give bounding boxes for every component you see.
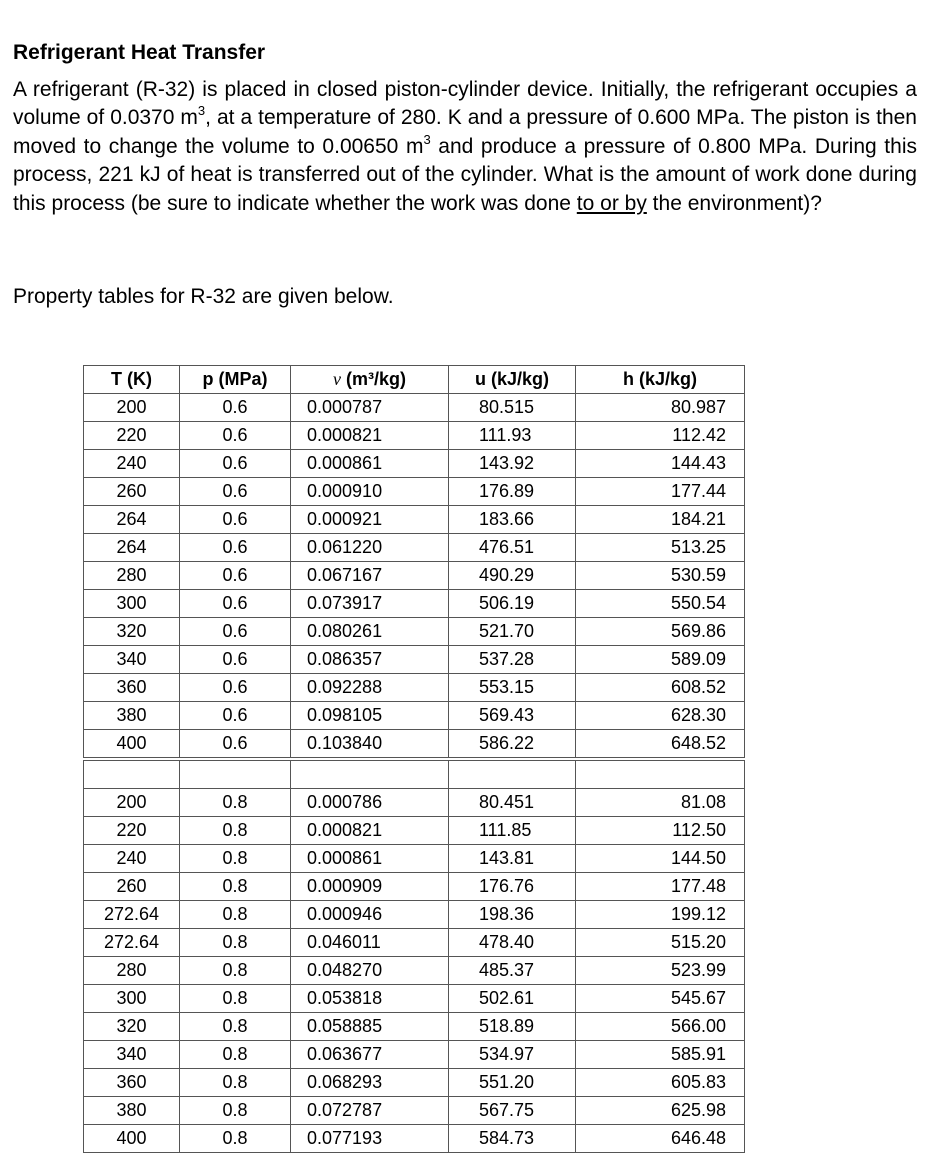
table-body-0.8	[84, 789, 745, 1153]
cell-temperature: 220	[84, 817, 180, 845]
cell-specific-volume: 0.053818	[291, 985, 449, 1013]
table-row	[84, 1125, 745, 1153]
cell-internal-energy: 490.29	[449, 562, 576, 590]
cell-specific-volume: 0.000786	[291, 789, 449, 817]
cell-pressure: 0.6	[180, 618, 291, 646]
table-row	[84, 506, 745, 534]
table-body-0.6	[84, 394, 745, 758]
cell-enthalpy: 144.43	[576, 450, 745, 478]
cell-enthalpy: 112.50	[576, 817, 745, 845]
table-row	[84, 590, 745, 618]
cell-specific-volume: 0.098105	[291, 702, 449, 730]
cell-temperature: 320	[84, 618, 180, 646]
cell-internal-energy: 143.81	[449, 845, 576, 873]
cell-pressure: 0.6	[180, 534, 291, 562]
cell-internal-energy: 176.89	[449, 478, 576, 506]
table-row	[84, 674, 745, 702]
cell-pressure: 0.8	[180, 817, 291, 845]
table-row	[84, 957, 745, 985]
cell-internal-energy: 111.85	[449, 817, 576, 845]
table-row	[84, 702, 745, 730]
table-row	[84, 901, 745, 929]
cell-enthalpy: 199.12	[576, 901, 745, 929]
table-row	[84, 618, 745, 646]
table-row	[84, 1013, 745, 1041]
cell-internal-energy: 176.76	[449, 873, 576, 901]
cell-enthalpy: 513.25	[576, 534, 745, 562]
cell-enthalpy: 545.67	[576, 985, 745, 1013]
table-row	[84, 478, 745, 506]
cell-pressure: 0.8	[180, 1041, 291, 1069]
cell-pressure: 0.8	[180, 1097, 291, 1125]
cell-temperature: 260	[84, 873, 180, 901]
table-row	[84, 1097, 745, 1125]
header-pressure: p (MPa)	[180, 366, 291, 394]
table-row	[84, 817, 745, 845]
spacer-cell	[84, 761, 180, 789]
cell-specific-volume: 0.000946	[291, 901, 449, 929]
table-row	[84, 929, 745, 957]
underlined-to-or-by: to or by	[576, 191, 647, 215]
cell-internal-energy: 111.93	[449, 422, 576, 450]
cell-pressure: 0.8	[180, 1013, 291, 1041]
cell-temperature: 264	[84, 534, 180, 562]
cell-enthalpy: 177.48	[576, 873, 745, 901]
cell-specific-volume: 0.092288	[291, 674, 449, 702]
cell-enthalpy: 608.52	[576, 674, 745, 702]
cell-temperature: 240	[84, 450, 180, 478]
superscript-3: 3	[423, 131, 431, 147]
table-row	[84, 450, 745, 478]
cell-temperature: 340	[84, 1041, 180, 1069]
cell-pressure: 0.6	[180, 646, 291, 674]
problem-text-1: A refrigerant (R-32) is placed in closed piston-cylinder device. Initially, the refrigerant occupies a volume of 0.0370 m	[13, 78, 917, 130]
cell-specific-volume: 0.068293	[291, 1069, 449, 1097]
cell-enthalpy: 648.52	[576, 730, 745, 758]
cell-enthalpy: 569.86	[576, 618, 745, 646]
tables-note: Property tables for R-32 are given below.	[13, 285, 394, 308]
cell-temperature: 320	[84, 1013, 180, 1041]
cell-internal-energy: 537.28	[449, 646, 576, 674]
cell-temperature: 400	[84, 1125, 180, 1153]
cell-enthalpy: 628.30	[576, 702, 745, 730]
spacer-cell	[291, 761, 449, 789]
problem-statement	[13, 76, 917, 218]
table-row	[84, 845, 745, 873]
problem-text-3: and produce a pressure of 0.800 MPa. During this process, 221 kJ of heat is transferred out of the cylinder. What is the amount of work done during this process (be sure to indicate whether the work was done	[13, 134, 917, 215]
cell-specific-volume: 0.000909	[291, 873, 449, 901]
cell-enthalpy: 566.00	[576, 1013, 745, 1041]
cell-enthalpy: 523.99	[576, 957, 745, 985]
cell-enthalpy: 177.44	[576, 478, 745, 506]
cell-enthalpy: 184.21	[576, 506, 745, 534]
property-table-0.8-mpa	[83, 760, 745, 1153]
table-header-row	[84, 366, 745, 394]
cell-pressure: 0.8	[180, 873, 291, 901]
cell-enthalpy: 589.09	[576, 646, 745, 674]
cell-enthalpy: 625.98	[576, 1097, 745, 1125]
cell-internal-energy: 584.73	[449, 1125, 576, 1153]
cell-temperature: 240	[84, 845, 180, 873]
cell-internal-energy: 80.515	[449, 394, 576, 422]
cell-enthalpy: 585.91	[576, 1041, 745, 1069]
document-title: Refrigerant Heat Transfer	[13, 41, 266, 64]
cell-internal-energy: 502.61	[449, 985, 576, 1013]
table-row	[84, 985, 745, 1013]
header-temperature: T (K)	[84, 366, 180, 394]
header-internal-energy: u (kJ/kg)	[449, 366, 576, 394]
cell-enthalpy: 144.50	[576, 845, 745, 873]
cell-temperature: 360	[84, 1069, 180, 1097]
cell-pressure: 0.8	[180, 1125, 291, 1153]
cell-temperature: 220	[84, 422, 180, 450]
table-spacer-row	[84, 761, 745, 789]
cell-enthalpy: 515.20	[576, 929, 745, 957]
problem-text-2: , at a temperature of 280. K and a pressure of 0.600 MPa. The piston is then moved to change the volume to 0.00650 m	[13, 106, 917, 158]
cell-temperature: 200	[84, 789, 180, 817]
cell-pressure: 0.8	[180, 929, 291, 957]
cell-specific-volume: 0.000821	[291, 422, 449, 450]
cell-specific-volume: 0.000921	[291, 506, 449, 534]
cell-pressure: 0.8	[180, 1069, 291, 1097]
cell-internal-energy: 534.97	[449, 1041, 576, 1069]
table-row	[84, 534, 745, 562]
cell-internal-energy: 183.66	[449, 506, 576, 534]
cell-specific-volume: 0.086357	[291, 646, 449, 674]
cell-temperature: 380	[84, 1097, 180, 1125]
cell-pressure: 0.8	[180, 957, 291, 985]
spacer-cell	[180, 761, 291, 789]
cell-specific-volume: 0.000821	[291, 817, 449, 845]
cell-internal-energy: 569.43	[449, 702, 576, 730]
cell-internal-energy: 521.70	[449, 618, 576, 646]
cell-temperature: 272.64	[84, 901, 180, 929]
cell-enthalpy: 550.54	[576, 590, 745, 618]
cell-enthalpy: 646.48	[576, 1125, 745, 1153]
cell-pressure: 0.6	[180, 478, 291, 506]
cell-pressure: 0.6	[180, 506, 291, 534]
cell-specific-volume: 0.063677	[291, 1041, 449, 1069]
cell-specific-volume: 0.073917	[291, 590, 449, 618]
cell-specific-volume: 0.080261	[291, 618, 449, 646]
header-specific-volume-unit: (m³/kg)	[341, 369, 406, 389]
cell-pressure: 0.8	[180, 789, 291, 817]
problem-text-4: the environment)?	[646, 191, 822, 215]
cell-internal-energy: 586.22	[449, 730, 576, 758]
cell-pressure: 0.6	[180, 702, 291, 730]
cell-internal-energy: 143.92	[449, 450, 576, 478]
cell-temperature: 300	[84, 590, 180, 618]
cell-specific-volume: 0.000787	[291, 394, 449, 422]
cell-enthalpy: 530.59	[576, 562, 745, 590]
table-row	[84, 1069, 745, 1097]
table-row	[84, 730, 745, 758]
cell-temperature: 272.64	[84, 929, 180, 957]
cell-specific-volume: 0.048270	[291, 957, 449, 985]
cell-internal-energy: 80.451	[449, 789, 576, 817]
property-table-0.6-mpa	[83, 365, 745, 758]
cell-temperature: 380	[84, 702, 180, 730]
table-row	[84, 646, 745, 674]
cell-temperature: 280	[84, 562, 180, 590]
table-row	[84, 873, 745, 901]
cell-temperature: 300	[84, 985, 180, 1013]
table-row	[84, 562, 745, 590]
table-row	[84, 1041, 745, 1069]
cell-pressure: 0.6	[180, 450, 291, 478]
cell-internal-energy: 551.20	[449, 1069, 576, 1097]
cell-specific-volume: 0.046011	[291, 929, 449, 957]
cell-temperature: 200	[84, 394, 180, 422]
cell-temperature: 340	[84, 646, 180, 674]
spacer-cell	[576, 761, 745, 789]
cell-internal-energy: 476.51	[449, 534, 576, 562]
cell-pressure: 0.6	[180, 562, 291, 590]
superscript-3: 3	[197, 103, 206, 119]
cell-specific-volume: 0.058885	[291, 1013, 449, 1041]
cell-internal-energy: 198.36	[449, 901, 576, 929]
cell-enthalpy: 81.08	[576, 789, 745, 817]
cell-specific-volume: 0.000861	[291, 450, 449, 478]
cell-internal-energy: 478.40	[449, 929, 576, 957]
table-row	[84, 422, 745, 450]
cell-pressure: 0.6	[180, 394, 291, 422]
cell-specific-volume: 0.061220	[291, 534, 449, 562]
header-specific-volume	[291, 366, 449, 394]
table-row	[84, 789, 745, 817]
cell-specific-volume: 0.000861	[291, 845, 449, 873]
cell-enthalpy: 80.987	[576, 394, 745, 422]
cell-pressure: 0.8	[180, 845, 291, 873]
cell-temperature: 280	[84, 957, 180, 985]
cell-specific-volume: 0.067167	[291, 562, 449, 590]
cell-pressure: 0.6	[180, 730, 291, 758]
table-row	[84, 394, 745, 422]
cell-specific-volume: 0.103840	[291, 730, 449, 758]
cell-temperature: 360	[84, 674, 180, 702]
cell-temperature: 264	[84, 506, 180, 534]
cell-internal-energy: 567.75	[449, 1097, 576, 1125]
cell-temperature: 260	[84, 478, 180, 506]
cell-pressure: 0.6	[180, 674, 291, 702]
cell-enthalpy: 605.83	[576, 1069, 745, 1097]
cell-internal-energy: 553.15	[449, 674, 576, 702]
cell-temperature: 400	[84, 730, 180, 758]
cell-specific-volume: 0.000910	[291, 478, 449, 506]
cell-pressure: 0.8	[180, 985, 291, 1013]
spacer-cell	[449, 761, 576, 789]
cell-internal-energy: 518.89	[449, 1013, 576, 1041]
cell-specific-volume: 0.072787	[291, 1097, 449, 1125]
cell-pressure: 0.8	[180, 901, 291, 929]
cell-enthalpy: 112.42	[576, 422, 745, 450]
cell-pressure: 0.6	[180, 422, 291, 450]
header-enthalpy: h (kJ/kg)	[576, 366, 745, 394]
nu-symbol: v	[333, 369, 341, 389]
cell-specific-volume: 0.077193	[291, 1125, 449, 1153]
cell-internal-energy: 485.37	[449, 957, 576, 985]
cell-pressure: 0.6	[180, 590, 291, 618]
cell-internal-energy: 506.19	[449, 590, 576, 618]
